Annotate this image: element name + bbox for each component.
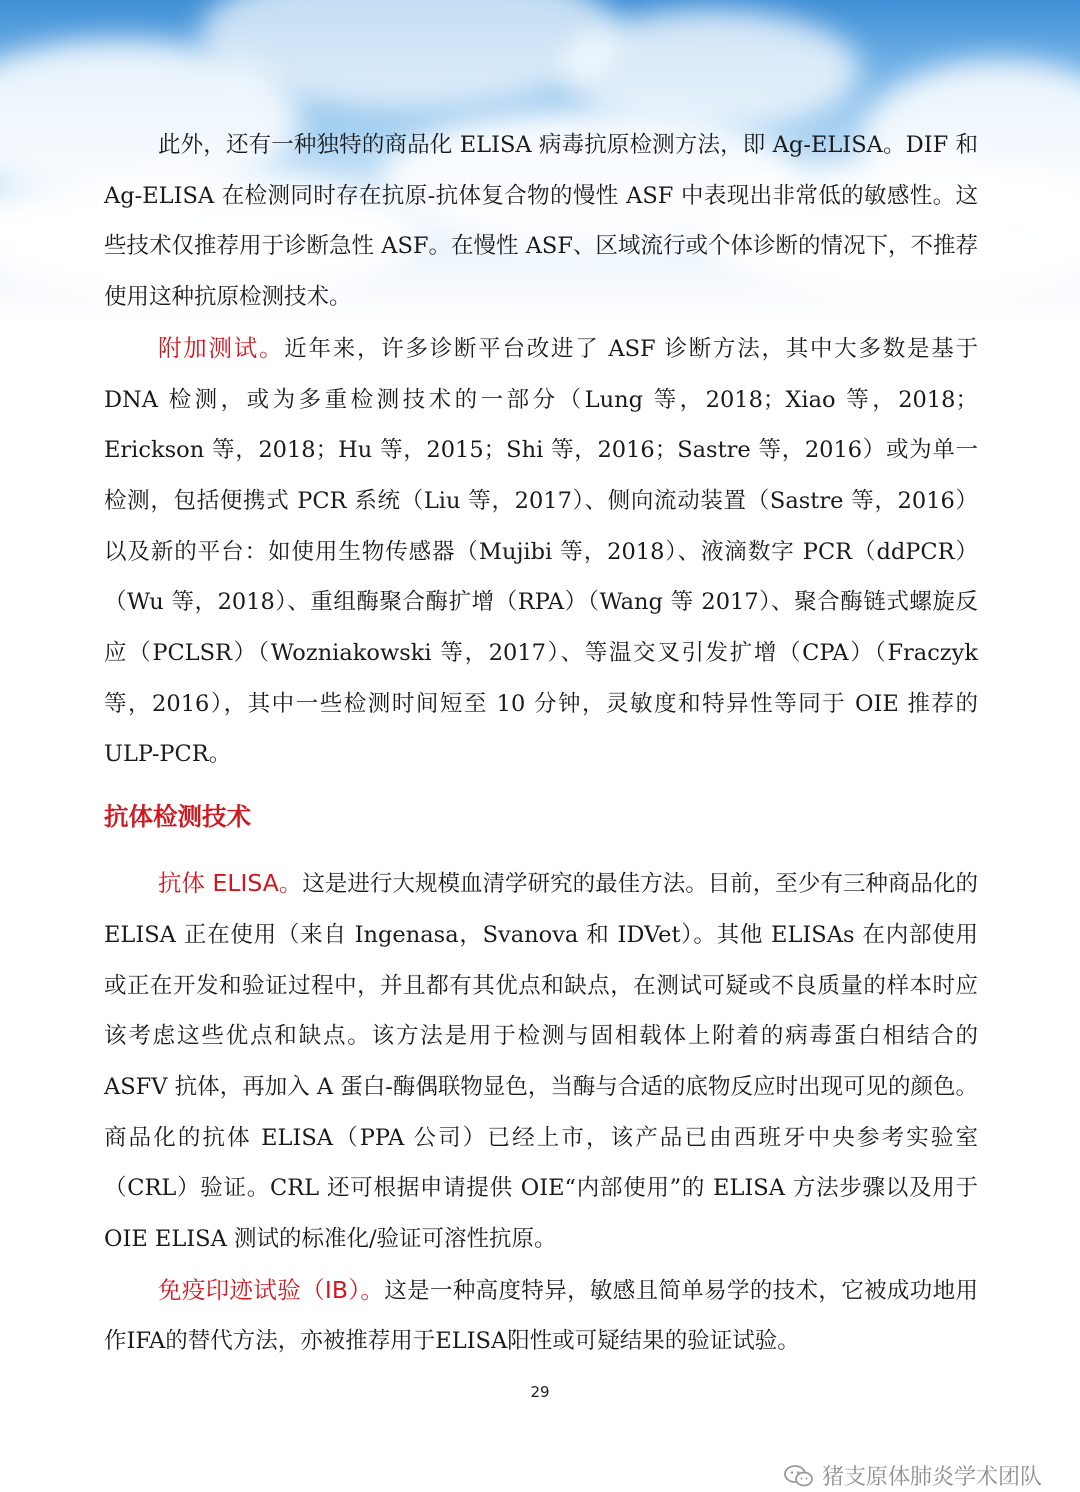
paragraph-immunoblot <box>104 1265 978 1367</box>
section-heading-antibody-detection: 抗体检测技术 <box>104 802 251 832</box>
page-number: 29 <box>530 1383 550 1401</box>
paragraph-body-additional-tests: 近年来，许多诊断平台改进了 ASF 诊断方法，其中大多数是基于 DNA 检测，或为多重检测技术的一部分（Lung 等，2018；Xiao 等，2018；Erickson 等，2018；Hu 等，2015；Shi 等，2016；Sastre 等，2016）或为单一检测，包括便携式 PCR 系统（Liu 等，2017）、侧向流动装置（Sastre 等，2016）以及新的平台：如使用生物传感器（Mujibi 等，2018）、液滴数字 PCR（ddPCR）（Wu 等，2018）、重组酶聚合酶扩增（RPA）（Wang 等 2017）、聚合酶链式螺旋反应（PCLSR）（Wozniakowski 等，2017）、等温交叉引发扩增（CPA）（Fraczyk 等，2016），其中一些检测时间短至 10 分钟，灵敏度和特异性等同于 OIE 推荐的 ULP-PCR。 <box>104 335 979 768</box>
document-body <box>104 120 978 1367</box>
paragraph-body-immunoblot: 这是一种高度特异，敏感且简单易学的技术，它被成功地用作IFA的替代方法，亦被推荐用于ELISA阳性或可疑结果的验证试验。 <box>104 1277 978 1355</box>
watermark-text: 猪支原体肺炎学术团队 <box>821 1465 1042 1490</box>
paragraph-lead-antibody-elisa: 抗体 ELISA。 <box>158 869 303 898</box>
paragraph-additional-tests <box>104 323 978 780</box>
paragraph-body-antibody-elisa: 这是进行大规模血清学研究的最佳方法。目前，至少有三种商品化的 ELISA 正在使用（来自 Ingenasa，Svanova 和 IDVet）。其他 ELISAs 在内部使用或正在开发和验证过程中，并且都有其优点和缺点，在测试可疑或不良质量的样本时应该考虑这些优点和缺点。该方法是用于检测与固相载体上附着的病毒蛋白相结合的 ASFV 抗体，再加入 A 蛋白-酶偶联物显色，当酶与合适的底物反应时出现可见的颜色。商品化的抗体 ELISA（PPA 公司）已经上市，该产品已由西班牙中央参考实验室（CRL）验证。CRL 还可根据申请提供 OIE“内部使用”的 ELISA 方法步骤以及用于 OIE ELISA 测试的标准化/验证可溶性抗原。 <box>104 871 978 1253</box>
paragraph-antibody-elisa <box>104 858 978 1265</box>
wechat-icon <box>784 1464 814 1488</box>
paragraph-lead-immunoblot: 免疫印迹试验（IB）。 <box>158 1275 385 1304</box>
paragraph-ag-elisa: 此外，还有一种独特的商品化 ELISA 病毒抗原检测方法，即 Ag-ELISA。DIF 和 Ag-ELISA 在检测同时存在抗原-抗体复合物的慢性 ASF 中表现出非常低的敏感性。这些技术仅推荐用于诊断急性 ASF。在慢性 ASF、区域流行或个体诊断的情况下，不推荐使用这种抗原检测技术。 <box>104 132 978 311</box>
watermark <box>784 1460 1042 1491</box>
paragraph-lead-additional-tests: 附加测试。 <box>158 333 285 362</box>
